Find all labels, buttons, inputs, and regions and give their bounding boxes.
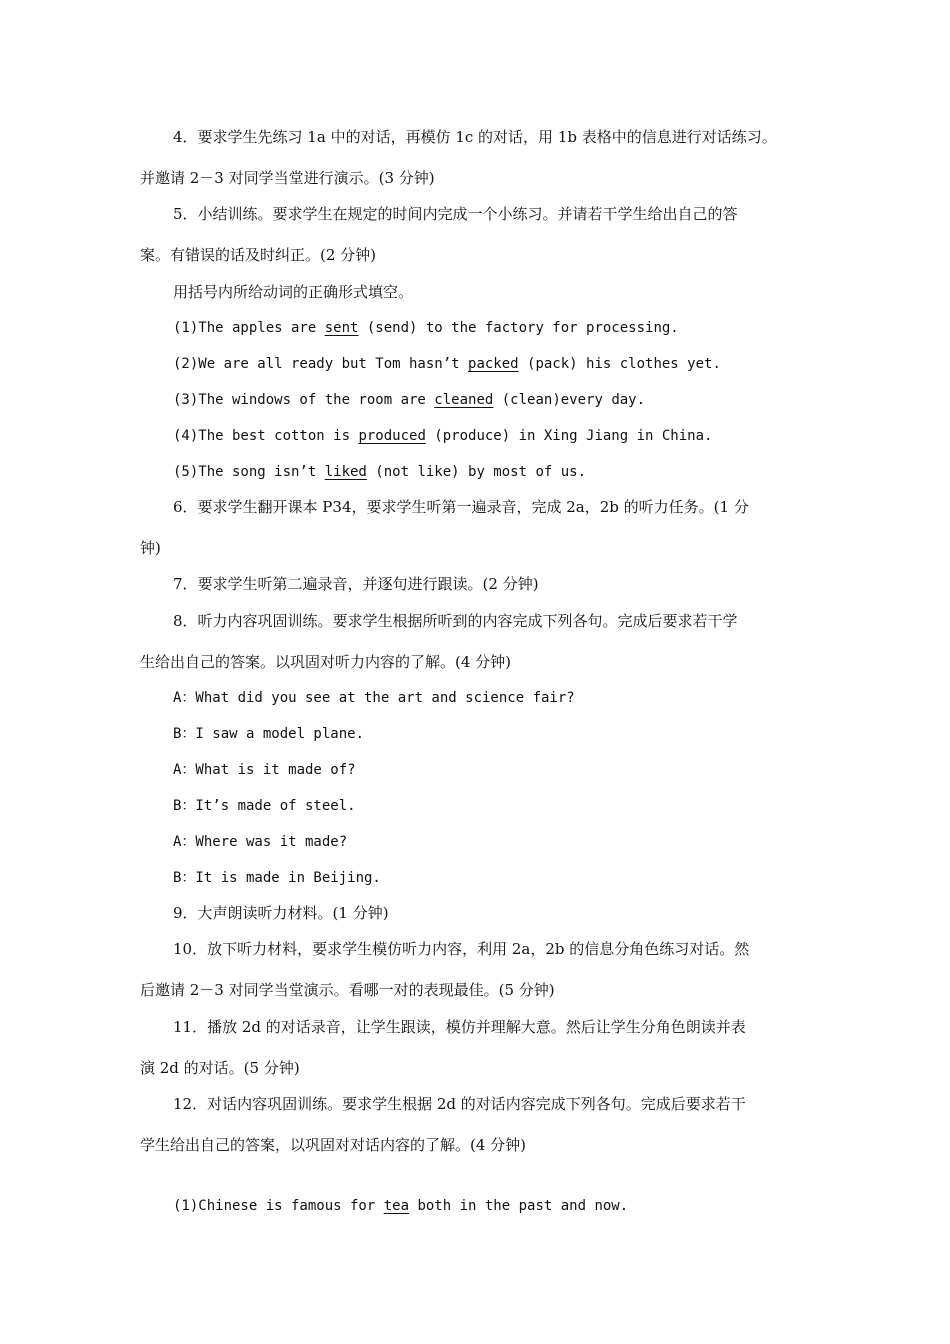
dialogue-line: B：I saw a model plane.	[173, 726, 365, 742]
exercise-item-text: (1)The apples are	[173, 320, 325, 336]
dialogue-line: B：It’s made of steel.	[173, 798, 356, 814]
exercise-answer: cleaned	[434, 392, 494, 408]
dialogue-line: A：What is it made of?	[173, 762, 356, 778]
paragraph-5-line-1: 5．小结训练。要求学生在规定的时间内完成一个小练习。并请若干学生给出自己的答	[173, 205, 738, 223]
exercise-item-text: (5)The song isn’t	[173, 464, 325, 480]
dialogue-line: A：Where was it made?	[173, 834, 348, 850]
paragraph-12-line-2: 学生给出自己的答案，以巩固对对话内容的了解。(4 分钟)	[140, 1136, 527, 1154]
exercise-item-text: (3)The windows of the room are	[173, 392, 435, 408]
paragraph-12-line-1: 12．对话内容巩固训练。要求学生根据 2d 的对话内容完成下列各句。完成后要求若干	[173, 1095, 746, 1113]
exercise-answer: packed	[468, 356, 519, 372]
paragraph-6-line-2: 钟)	[140, 539, 161, 557]
exercise-answer: tea	[383, 1198, 410, 1214]
exercise-item-text: (produce) in Xing Jiang in China.	[425, 428, 713, 444]
paragraph-11-line-1: 11．播放 2d 的对话录音，让学生跟读，模仿并理解大意。然后让学生分角色朗读并表	[173, 1018, 746, 1036]
exercise-item-text: (clean)every day.	[493, 392, 646, 408]
exercise-item-3	[173, 390, 645, 410]
dialogue-line: A：What did you see at the art and science fair?	[173, 690, 575, 706]
exercise-item-text: (send) to the factory for processing.	[358, 320, 679, 336]
exercise-item-4	[173, 426, 712, 446]
dialogue-line: B：It is made in Beijing.	[173, 870, 381, 886]
exercise-item-text: (not like) by most of us.	[366, 464, 587, 480]
paragraph-4-line-2: 并邀请 2－3 对同学当堂进行演示。(3 分钟)	[140, 169, 435, 187]
exercise-item-1	[173, 318, 679, 338]
paragraph-7: 7．要求学生听第二遍录音，并逐句进行跟读。(2 分钟)	[173, 575, 539, 593]
paragraph-5-line-2: 案。有错误的话及时纠正。(2 分钟)	[140, 246, 377, 264]
exercise-item-2	[173, 354, 721, 374]
exercise-instruction: 用括号内所给动词的正确形式填空。	[173, 283, 414, 301]
paragraph-10-line-1: 10．放下听力材料，要求学生模仿听力内容，利用 2a，2b 的信息分角色练习对话。然	[173, 940, 750, 958]
paragraph-9: 9．大声朗读听力材料。(1 分钟)	[173, 904, 389, 922]
paragraph-8-line-1: 8．听力内容巩固训练。要求学生根据所听到的内容完成下列各句。完成后要求若干学	[173, 612, 738, 630]
paragraph-11-line-2: 演 2d 的对话。(5 分钟)	[140, 1059, 300, 1077]
exercise-item-text: (pack) his clothes yet.	[518, 356, 721, 372]
exercise-item-5	[173, 462, 586, 482]
paragraph-6-line-1: 6．要求学生翻开课本 P34，要求学生听第一遍录音，完成 2a，2b 的听力任务。(1 分	[173, 498, 749, 516]
exercise-item-text: (2)We are all ready but Tom hasn’t	[173, 356, 469, 372]
final-exercise-item	[173, 1196, 628, 1216]
exercise-answer: produced	[358, 428, 426, 444]
paragraph-10-line-2: 后邀请 2－3 对同学当堂演示。看哪一对的表现最佳。(5 分钟)	[140, 981, 555, 999]
exercise-answer: sent	[324, 320, 359, 336]
exercise-item-text: (1)Chinese is famous for	[173, 1198, 384, 1214]
exercise-item-text: both in the past and now.	[409, 1198, 629, 1214]
paragraph-4-line-1: 4．要求学生先练习 1a 中的对话，再模仿 1c 的对话，用 1b 表格中的信息进行对话练习。	[173, 128, 777, 146]
exercise-item-text: (4)The best cotton is	[173, 428, 359, 444]
exercise-answer: liked	[324, 464, 367, 480]
paragraph-8-line-2: 生给出自己的答案。以巩固对听力内容的了解。(4 分钟)	[140, 653, 512, 671]
